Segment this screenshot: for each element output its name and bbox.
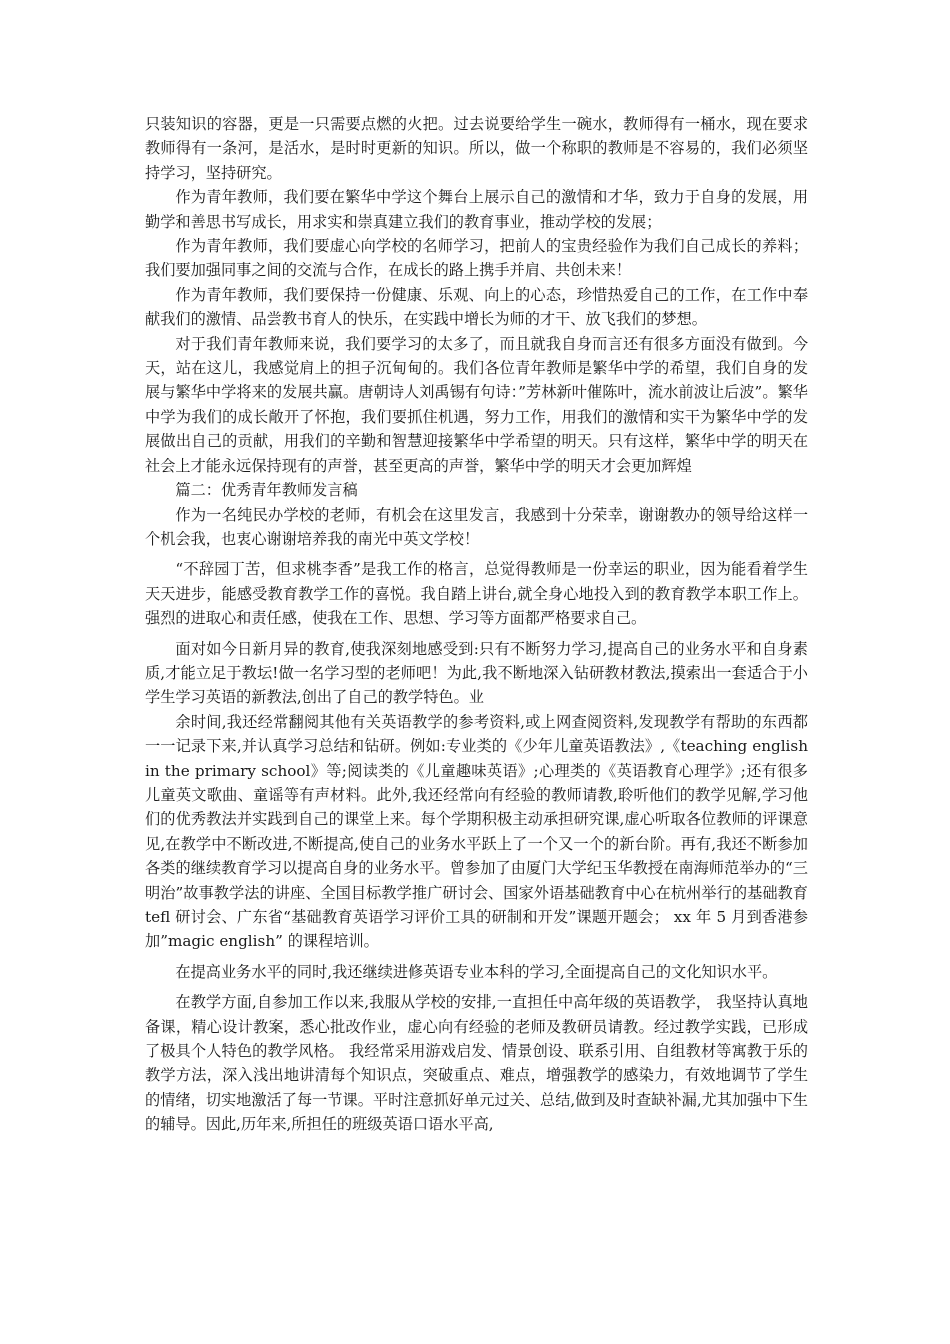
paragraph: 在提高业务水平的同时,我还继续进修英语专业本科的学习,全面提高自己的文化知识水平。 <box>175 962 778 981</box>
paragraph: 余时间,我还经常翻阅其他有关英语教学的参考资料,或上网查阅资料,发现教学有帮助的东西都一一记录下来,并认真学习总结和钻研。例如:专业类的《少年儿童英语教法》,《teaching english in the primary school》等;阅读类的《儿童趣味英语》;心理类的《英语教育心理学》;还有很多儿童英文歌曲、童谣等有声材料。此外,我还经常向有经验的教师请教,聆听他们的教学见解,学习他们的优秀教法并实践到自己的课堂上来。每个学期积极主动承担研究课,虚心听取各位教师的评课意见,在教学中不断改进,不断提高,使自己的业务水平跃上了一个又一个的新台阶。再有,我还不断参加各类的继续教育学习以提高自身的业务水平。曾参加了由厦门大学纪玉华教授在南海师范举办的“三明治”故事教学法的讲座、全国目标教学推广研讨会、国家外语基础教育中心在杭州举行的基础教育 tefl 研讨会、广东省“基础教育英语学习评价工具的研制和开发”课题开题会； xx 年 5 月到香港参加”magic english” 的课程培训。 <box>145 712 808 951</box>
paragraph: 对于我们青年教师来说，我们要学习的太多了，而且就我自身而言还有很多方面没有做到。今天，站在这儿，我感觉肩上的担子沉甸甸的。我们各位青年教师是繁华中学的希望，我们自身的发展与繁华中学将来的发展共赢。唐朝诗人刘禹锡有句诗：”芳林新叶催陈叶，流水前波让后波”。繁华中学为我们的成长敞开了怀抱，我们要抓住机遇，努力工作，用我们的激情和实干为繁华中学的发展做出自己的贡献，用我们的辛勤和智慧迎接繁华中学希望的明天。只有这样，繁华中学的明天在社会上才能永远保持现有的声誉，甚至更高的声誉，繁华中学的明天才会更加辉煌 <box>145 334 808 475</box>
paragraph: 作为青年教师，我们要在繁华中学这个舞台上展示自己的激情和才华，致力于自身的发展，用勤学和善思书写成长，用求实和崇真建立我们的教育事业，推动学校的发展； <box>145 188 808 231</box>
paragraph: 作为青年教师，我们要虚心向学校的名师学习，把前人的宝贵经验作为我们自己成长的养料；我们要加强同事之间的交流与合作，在成长的路上携手并肩、共创未来！ <box>145 237 808 280</box>
paragraph: 面对如今日新月异的教育,使我深刻地感受到:只有不断努力学习,提高自己的业务水平和自身素质,才能立足于教坛!做一名学习型的老师吧！为此,我不断地深入钻研教材教法,摸索出一套适合于小学生学习英语的新教法,创出了自己的教学特色。业 <box>145 639 808 707</box>
paragraph: “不辞园丁苦，但求桃李香”是我工作的格言，总觉得教师是一份幸运的职业，因为能看着学生天天进步，能感受教育教学工作的喜悦。我自踏上讲台,就全身心地投入到的教育教学本职工作上。强烈的进取心和责任感，使我在工作、思想、学习等方面都严格要求自己。 <box>145 560 808 628</box>
document-page <box>145 112 808 1137</box>
paragraph: 作为青年教师，我们要保持一份健康、乐观、向上的心态，珍惜热爱自己的工作，在工作中奉献我们的激情、品尝教书育人的快乐，在实践中增长为师的才干、放飞我们的梦想。 <box>145 285 808 329</box>
paragraph: 篇二：优秀青年教师发言稿 <box>175 481 358 500</box>
paragraph: 在教学方面,自参加工作以来,我服从学校的安排,一直担任中高年级的英语教学， 我坚持认真地备课，精心设计教案，悉心批改作业，虚心向有经验的老师及教研员请教。经过教学实践，已形成了极具个人特色的教学风格。 我经常采用游戏启发、情景创设、联系引用、自组教材等寓教于乐的教学方法，深入浅出地讲清每个知识点，突破重点、难点，增强教学的感染力，有效地调节了学生的情绪，切实地激活了每一节课。平时注意抓好单元过关、总结,做到及时查缺补漏,尤其加强中下生的辅导。因此,历年来,所担任的班级英语口语水平高, <box>145 993 808 1134</box>
paragraph: 只装知识的容器，更是一只需要点燃的火把。过去说要给学生一碗水，教师得有一桶水，现在要求教师得有一条河，是活水，是时时更新的知识。所以，做一个称职的教师是不容易的，我们必须坚持学习，坚持研究。 <box>145 115 808 182</box>
paragraph: 作为一名纯民办学校的老师，有机会在这里发言，我感到十分荣幸，谢谢教办的领导给这样一个机会我，也衷心谢谢培养我的南光中英文学校！ <box>145 505 808 548</box>
